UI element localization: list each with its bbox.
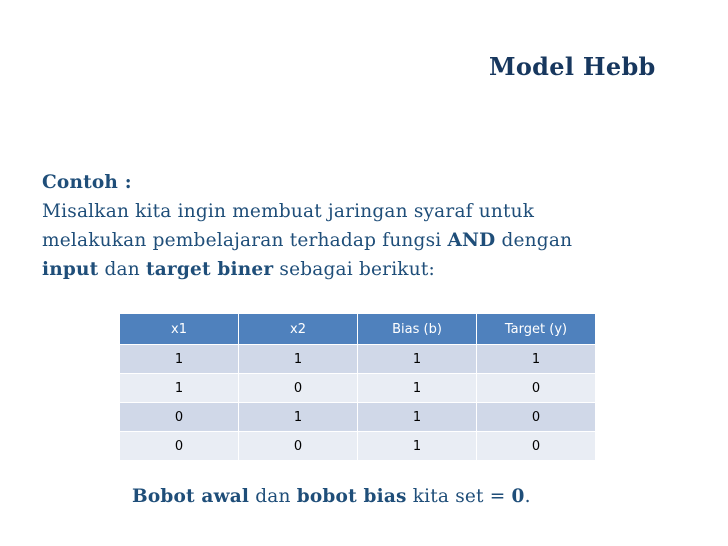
table-cell: 0 xyxy=(239,432,358,461)
table-cell: 0 xyxy=(239,374,358,403)
example-line-2 xyxy=(42,226,702,255)
table-header-row xyxy=(120,314,595,345)
line2-end: dengan xyxy=(495,230,573,251)
table-cell: 1 xyxy=(358,345,477,374)
line3-end: sebagai berikut: xyxy=(273,259,435,280)
table-cell: 1 xyxy=(358,432,477,461)
header-x1: x1 xyxy=(120,314,239,345)
table-cell: 0 xyxy=(120,432,239,461)
example-heading: Contoh : xyxy=(42,172,132,193)
table-row xyxy=(120,432,595,461)
bobot-bias-keyword: bobot bias xyxy=(296,486,407,507)
line2-text: melakukan pembelajaran terhadap fungsi xyxy=(42,230,448,251)
table-cell: 1 xyxy=(477,345,596,374)
table-cell: 0 xyxy=(477,432,596,461)
slide-title: Model Hebb xyxy=(489,52,656,81)
table-cell: 1 xyxy=(239,345,358,374)
footer-mid-2: kita set = xyxy=(406,486,512,507)
header-x2: x2 xyxy=(239,314,358,345)
table-row xyxy=(120,345,595,374)
and-truth-table xyxy=(120,314,595,460)
footer-mid-1: dan xyxy=(249,486,297,507)
example-line-3 xyxy=(42,255,702,284)
initial-weights-note xyxy=(132,486,531,507)
table-cell: 1 xyxy=(358,403,477,432)
table-cell: 1 xyxy=(239,403,358,432)
line3-mid: dan xyxy=(98,259,146,280)
table-cell: 0 xyxy=(477,374,596,403)
and-keyword: AND xyxy=(447,230,496,251)
table-row xyxy=(120,403,595,432)
bobot-awal-keyword: Bobot awal xyxy=(132,486,250,507)
header-target: Target (y) xyxy=(477,314,596,345)
table-cell: 0 xyxy=(120,403,239,432)
table-cell: 1 xyxy=(120,374,239,403)
table-cell: 1 xyxy=(358,374,477,403)
input-keyword: input xyxy=(42,259,99,280)
table-cell: 0 xyxy=(477,403,596,432)
target-biner-keyword: target biner xyxy=(145,259,274,280)
zero-value: 0 xyxy=(511,486,525,507)
header-bias: Bias (b) xyxy=(358,314,477,345)
example-line-1: Misalkan kita ingin membuat jaringan syaraf untuk xyxy=(42,201,535,222)
table-cell: 1 xyxy=(120,345,239,374)
table-row xyxy=(120,374,595,403)
example-text xyxy=(42,168,702,284)
footer-end: . xyxy=(524,486,531,507)
